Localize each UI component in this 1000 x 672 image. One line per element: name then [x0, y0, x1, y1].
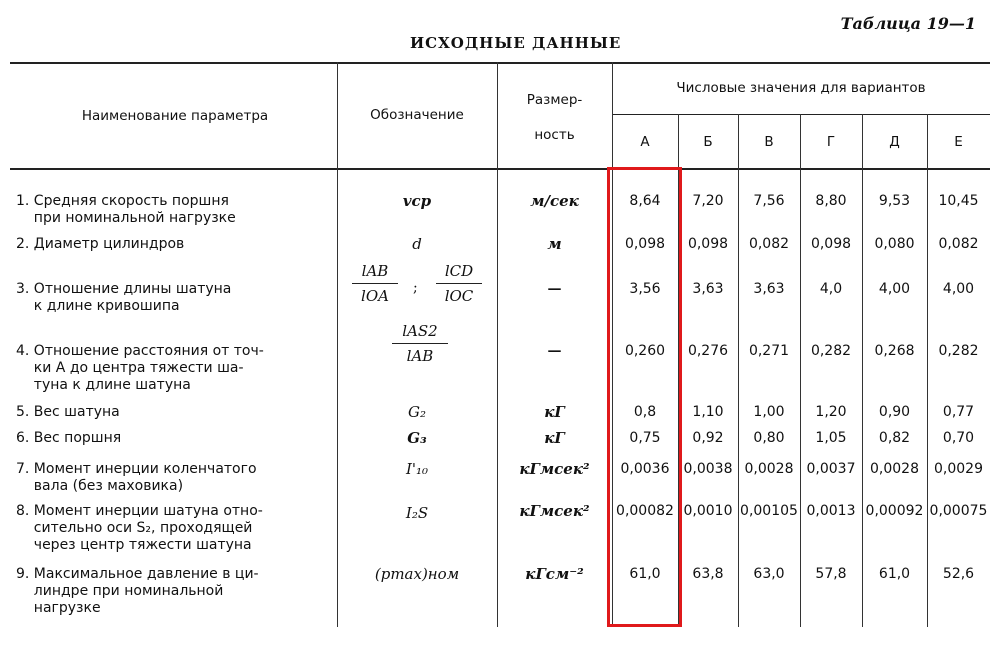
row-9-symbol: (pmax)ном [374, 565, 460, 583]
value-cell: 0,00105 [740, 503, 798, 519]
fraction-numerator: lCD [444, 262, 474, 280]
header-bottom-rule [10, 168, 990, 170]
value-cell: 0,260 [624, 343, 666, 359]
row-9-name-2: линдре при номинальной [16, 583, 224, 599]
variant-a-highlight-box [607, 167, 682, 627]
value-cell: 63,0 [753, 566, 785, 582]
value-cell: 63,8 [692, 566, 724, 582]
value-cell: 0,282 [938, 343, 979, 359]
row-1-name-1: 1. Средняя скорость поршня [16, 193, 229, 209]
row-1-symbol: vср [402, 192, 432, 210]
value-cell: 0,92 [692, 430, 724, 446]
value-cell: 1,00 [753, 404, 785, 420]
value-cell: 1,05 [815, 430, 847, 446]
row-8-name-2: сительно оси S₂, проходящей [16, 520, 253, 536]
value-cell: 0,082 [748, 236, 790, 252]
header-symbol: Обозначение [370, 107, 464, 123]
fraction-denominator: lAB [406, 347, 434, 365]
variant-e: Е [954, 134, 963, 150]
value-cell: 0,70 [942, 430, 975, 446]
value-cell: 0,268 [874, 343, 915, 359]
row-3-name-1: 3. Отношение длины шатуна [16, 281, 232, 297]
row-9-name-1: 9. Максимальное давление в ци- [16, 566, 259, 582]
row-2-symbol: d [412, 235, 422, 253]
value-cell: 0,0038 [683, 461, 733, 477]
row-9-name-3: нагрузке [16, 600, 101, 616]
row-2-unit: м [547, 235, 562, 253]
row-7-name-1: 7. Момент инерции коленчатого [16, 461, 257, 477]
fraction-numerator: lAS2 [402, 322, 438, 340]
value-cell: 0,0010 [683, 503, 733, 519]
fraction-bar [392, 343, 448, 344]
value-cell: 0,082 [938, 236, 979, 252]
value-cell: 0,098 [624, 236, 666, 252]
value-cell: 4,0 [819, 281, 843, 297]
row-3-name-2: к длине кривошипа [16, 298, 180, 314]
row-4-fraction [392, 322, 448, 365]
header-dimension-2: ность [534, 127, 575, 143]
value-cell: 0,75 [629, 430, 661, 446]
row-3-unit: — [547, 281, 562, 297]
value-cell: 0,0036 [620, 461, 670, 477]
value-cell: 0,271 [748, 343, 790, 359]
row-8-unit: кГмсек² [519, 502, 590, 520]
variant-g: Г [826, 134, 836, 150]
top-rule [10, 62, 990, 64]
value-cell: 9,53 [878, 193, 911, 209]
variant-a: А [640, 134, 650, 150]
value-cell: 0,098 [810, 236, 852, 252]
table-number: Таблица 19—1 [840, 14, 976, 33]
row-1-unit: м/сек [530, 192, 579, 210]
row-4-name-2: ки А до центра тяжести ша- [16, 360, 244, 376]
row-7-symbol: I'₁₀ [405, 460, 429, 478]
value-cell: 0,00082 [616, 503, 674, 519]
row-6-unit: кГ [544, 429, 565, 447]
fraction-numerator: lAB [361, 262, 389, 280]
col-divider [800, 114, 801, 627]
row-4-name-3: туна к длине шатуна [16, 377, 191, 393]
value-cell: 3,63 [692, 281, 724, 297]
value-cell: 52,6 [942, 566, 975, 582]
value-cell: 0,90 [878, 404, 911, 420]
fraction-denominator: lOC [444, 287, 474, 305]
value-cell: 3,56 [629, 281, 661, 297]
value-cell: 0,0013 [806, 503, 856, 519]
value-cell: 0,82 [878, 430, 911, 446]
row-3-fraction-a [352, 262, 398, 305]
value-cell: 0,276 [687, 343, 729, 359]
row-4-unit: — [547, 343, 562, 359]
value-cell: 8,64 [629, 193, 661, 209]
table-title: ИСХОДНЫЕ ДАННЫЕ [410, 34, 622, 52]
fraction-bar [352, 283, 398, 284]
value-cell: 4,00 [942, 281, 975, 297]
value-cell: 0,0029 [934, 461, 983, 477]
value-cell: 0,080 [874, 236, 915, 252]
header-dimension-1: Размер- [526, 92, 583, 108]
value-cell: 0,00075 [929, 503, 988, 519]
col-divider [862, 114, 863, 627]
row-8-name-1: 8. Момент инерции шатуна отно- [16, 503, 263, 519]
col-divider [738, 114, 739, 627]
value-cell: 0,77 [942, 404, 975, 420]
values-header-rule [612, 114, 990, 115]
row-8-name-3: через центр тяжести шатуна [16, 537, 252, 553]
col-divider [927, 114, 928, 627]
value-cell: 0,8 [633, 404, 657, 420]
value-cell: 61,0 [878, 566, 911, 582]
value-cell: 61,0 [629, 566, 661, 582]
col-divider [337, 62, 338, 627]
row-1-name-2: при номинальной нагрузке [16, 210, 236, 226]
row-2-name-1: 2. Диаметр цилиндров [16, 236, 185, 252]
value-cell: 7,20 [692, 193, 724, 209]
row-7-name-2: вала (без маховика) [16, 478, 184, 494]
header-values: Числовые значения для вариантов [676, 80, 926, 96]
value-cell: 0,0037 [806, 461, 856, 477]
fraction-bar [436, 283, 482, 284]
row-5-name-1: 5. Вес шатуна [16, 404, 120, 420]
row-6-symbol: G₃ [407, 429, 427, 447]
value-cell: 1,20 [815, 404, 847, 420]
value-cell: 0,282 [810, 343, 852, 359]
value-cell: 10,45 [938, 193, 979, 209]
row-5-symbol: G₂ [408, 403, 426, 421]
row-4-name-1: 4. Отношение расстояния от точ- [16, 343, 264, 359]
row-7-unit: кГмсек² [519, 460, 590, 478]
value-cell: 4,00 [878, 281, 911, 297]
value-cell: 3,63 [753, 281, 785, 297]
variant-d: Д [889, 134, 900, 150]
value-cell: 0,80 [753, 430, 785, 446]
value-cell: 7,56 [753, 193, 785, 209]
value-cell: 0,00092 [865, 503, 924, 519]
row-5-unit: кГ [544, 403, 565, 421]
variant-v: В [764, 134, 774, 150]
value-cell: 1,10 [692, 404, 724, 420]
header-name: Наименование параметра [81, 108, 269, 124]
value-cell: 8,80 [815, 193, 847, 209]
row-6-name-1: 6. Вес поршня [16, 430, 122, 446]
value-cell: 57,8 [815, 566, 847, 582]
row-3-separator: ; [413, 280, 418, 296]
fraction-denominator: lOA [361, 287, 389, 305]
value-cell: 0,0028 [870, 461, 919, 477]
value-cell: 0,0028 [744, 461, 794, 477]
row-9-unit: кГсм⁻² [525, 565, 584, 583]
row-3-fraction-b [436, 262, 482, 305]
value-cell: 0,098 [687, 236, 729, 252]
variant-b: Б [703, 134, 713, 150]
row-8-symbol: I₂S [405, 504, 429, 522]
